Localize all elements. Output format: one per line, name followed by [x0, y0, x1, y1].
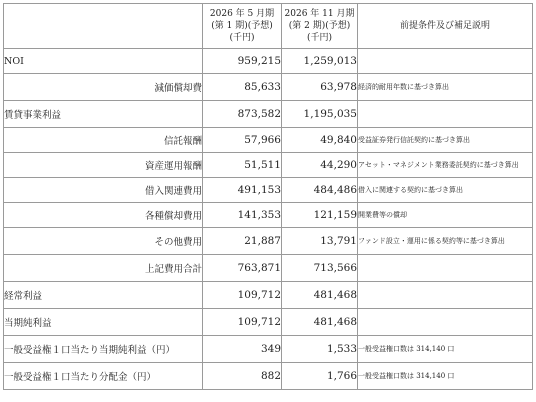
value-period-2: 1,195,035 — [282, 101, 358, 128]
row-label: その他費用 — [4, 228, 203, 255]
row-label: 減価償却費 — [4, 74, 203, 101]
table-row — [4, 101, 533, 128]
period-1-label: 2026 年 5 月期 — [209, 9, 275, 19]
value-period-2: 1,259,013 — [282, 49, 358, 74]
period-1-unit: (千円) — [229, 33, 255, 43]
row-note: 借入に関連する契約に基づき算出 — [358, 178, 533, 203]
period-2-label: 2026 年 11 月期 — [284, 9, 355, 19]
row-note — [358, 255, 533, 282]
row-label: 信託報酬 — [4, 128, 203, 153]
table-row — [4, 74, 533, 101]
value-period-2: 1,766 — [282, 363, 358, 390]
value-period-1: 85,633 — [203, 74, 282, 101]
row-note: 経済的耐用年数に基づき算出 — [358, 74, 533, 101]
value-period-2: 713,566 — [282, 255, 358, 282]
value-period-1: 959,215 — [203, 49, 282, 74]
table-row — [4, 336, 533, 363]
row-label: 賃貸事業利益 — [4, 101, 203, 128]
value-period-2: 121,159 — [282, 203, 358, 228]
row-label: 経常利益 — [4, 282, 203, 309]
table-row — [4, 49, 533, 74]
value-period-1: 51,511 — [203, 153, 282, 178]
row-label: 資産運用報酬 — [4, 153, 203, 178]
table-row — [4, 282, 533, 309]
value-period-2: 63,978 — [282, 74, 358, 101]
value-period-1: 21,887 — [203, 228, 282, 255]
table-row — [4, 309, 533, 336]
row-note: 一般受益権口数は 314,140 口 — [358, 363, 533, 390]
value-period-2: 1,533 — [282, 336, 358, 363]
row-label: 上記費用合計 — [4, 255, 203, 282]
row-label: 借入関連費用 — [4, 178, 203, 203]
value-period-1: 873,582 — [203, 101, 282, 128]
period-2-unit: (千円) — [306, 33, 333, 43]
row-note: アセット・マネジメント業務委託契約に基づき算出 — [358, 153, 533, 178]
row-note — [358, 101, 533, 128]
row-note: 受益証券発行信託契約に基づき算出 — [358, 128, 533, 153]
header-label-cell — [4, 4, 203, 49]
header-notes: 前提条件及び補足説明 — [358, 4, 533, 49]
value-period-1: 349 — [203, 336, 282, 363]
row-note — [358, 282, 533, 309]
value-period-1: 57,966 — [203, 128, 282, 153]
table-body — [4, 49, 533, 390]
table-row — [4, 153, 533, 178]
period-1-term: (第 1 期)(予想) — [211, 21, 273, 31]
header-period-1 — [203, 4, 282, 49]
value-period-1: 141,353 — [203, 203, 282, 228]
value-period-2: 481,468 — [282, 309, 358, 336]
value-period-1: 882 — [203, 363, 282, 390]
row-note — [358, 49, 533, 74]
value-period-1: 491,153 — [203, 178, 282, 203]
row-note — [358, 309, 533, 336]
table-row — [4, 363, 533, 390]
header-period-2 — [282, 4, 358, 49]
row-note: 一般受益権口数は 314,140 口 — [358, 336, 533, 363]
row-label: 一般受益権１口当たり当期純利益（円） — [4, 336, 203, 363]
table-row — [4, 228, 533, 255]
period-2-term: (第 2 期)(予想) — [288, 21, 351, 31]
forecast-table — [3, 3, 533, 390]
value-period-2: 13,791 — [282, 228, 358, 255]
table-row — [4, 255, 533, 282]
value-period-2: 49,840 — [282, 128, 358, 153]
value-period-1: 763,871 — [203, 255, 282, 282]
table-row — [4, 128, 533, 153]
row-label: 当期純利益 — [4, 309, 203, 336]
value-period-1: 109,712 — [203, 282, 282, 309]
table-row — [4, 203, 533, 228]
value-period-1: 109,712 — [203, 309, 282, 336]
row-note: 開業費等の償却 — [358, 203, 533, 228]
table-row — [4, 178, 533, 203]
row-note: ファンド設立・運用に係る契約等に基づき算出 — [358, 228, 533, 255]
header-row — [4, 4, 533, 49]
row-label: 各種償却費用 — [4, 203, 203, 228]
value-period-2: 44,290 — [282, 153, 358, 178]
value-period-2: 481,468 — [282, 282, 358, 309]
value-period-2: 484,486 — [282, 178, 358, 203]
row-label: 一般受益権１口当たり分配金（円） — [4, 363, 203, 390]
row-label: NOI — [4, 49, 203, 74]
